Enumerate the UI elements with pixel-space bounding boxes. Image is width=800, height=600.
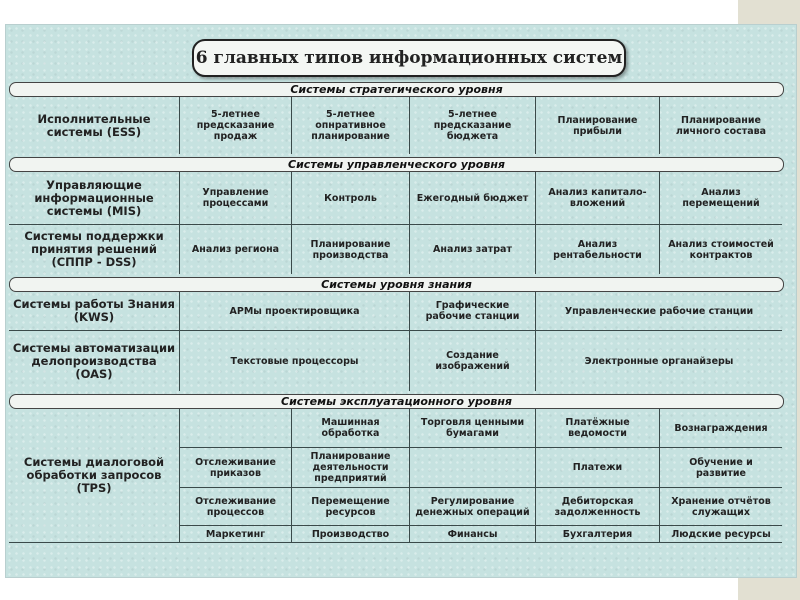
cell-ess-5: Планирование личного состава <box>675 114 767 137</box>
cell-mis-2: Контроль <box>324 192 377 204</box>
cell-tps-r4-3: Финансы <box>447 528 498 540</box>
row-label-kws: Системы работы Знания (KWS) <box>13 297 175 324</box>
cell-tps-r3-3: Регулирование денежных операций <box>415 495 530 518</box>
cell-dss-1: Анализ региона <box>191 244 280 255</box>
cell-kws-1: АРМы проектировщика <box>229 305 360 317</box>
cell-dss-4: Анализ рентабельности <box>553 238 642 261</box>
row-label-oas: Системы автоматизации делопроизводства (OAS) <box>12 340 176 381</box>
band-knowledge: Системы уровня знания <box>9 277 784 292</box>
row-label-mis: Управляющие информационные системы (MIS) <box>34 177 154 218</box>
band-operational: Системы эксплуатационного уровня <box>9 394 784 409</box>
cell-tps-r3-4: Дебиторская задолженность <box>554 495 641 518</box>
cell-tps-r3-2: Перемещение ресурсов <box>311 495 390 518</box>
cell-kws-3: Управленческие рабочие станции <box>564 305 754 317</box>
cell-dss-3: Анализ затрат <box>433 244 512 255</box>
row-label-ess: Исполнительные системы (ESS) <box>37 111 151 139</box>
cell-mis-1: Управление процессами <box>202 187 269 209</box>
cell-tps-r4-4: Бухгалтерия <box>562 528 633 540</box>
cell-ess-2: 5-летнее опнративное планирование <box>311 109 390 142</box>
page-title: 6 главных типов информационных систем <box>192 39 626 77</box>
cell-tps-r1-2: Машинная обработка <box>321 417 380 439</box>
cell-mis-5: Анализ перемещений <box>682 187 760 209</box>
cell-oas-1: Текстовые процессоры <box>230 355 359 367</box>
cell-tps-r4-2: Производство <box>311 528 390 540</box>
cell-tps-r1-4: Платёжные ведомости <box>565 417 630 439</box>
cell-dss-5: Анализ стоимостей контрактов <box>668 238 774 261</box>
cell-tps-r2-4: Платежи <box>572 462 623 473</box>
cell-dss-2: Планирование производства <box>310 238 391 261</box>
row-label-dss: Системы поддержки принятия решений (СППР - DSS) <box>24 229 164 269</box>
cell-tps-r3-5: Хранение отчётов служащих <box>671 495 771 518</box>
cell-tps-r2-1: Отслеживание приказов <box>195 456 276 479</box>
cell-oas-3: Электронные органайзеры <box>584 355 734 367</box>
cell-tps-r2-2: Планирование деятельности предприятий <box>310 451 391 484</box>
cell-tps-r1-5: Вознаграждения <box>674 422 768 434</box>
cell-tps-r4-5: Людские ресурсы <box>671 528 771 540</box>
cell-kws-2: Графические рабочие станции <box>425 300 520 322</box>
cell-tps-r1-3: Торговля ценными бумагами <box>420 417 525 439</box>
cell-tps-r2-5: Обучение и развитие <box>689 456 753 479</box>
cell-mis-3: Ежегодный бюджет <box>416 192 529 204</box>
band-strategic: Системы стратегического уровня <box>9 82 784 97</box>
cell-mis-4: Анализ капитало-вложений <box>548 187 647 209</box>
cell-ess-1: 5-летнее предсказание продаж <box>196 109 275 142</box>
cell-oas-2: Создание изображений <box>435 350 510 372</box>
cell-tps-r4-1: Маркетинг <box>205 528 266 540</box>
cell-ess-4: Планирование прибыли <box>557 114 638 137</box>
cell-tps-r3-1: Отслеживание процессов <box>195 495 276 518</box>
cell-ess-3: 5-летнее предсказание бюджета <box>433 109 512 142</box>
band-management: Системы управленческого уровня <box>9 157 784 172</box>
row-label-tps: Системы диалоговой обработки запросов (TPS) <box>23 455 165 495</box>
grid-line <box>9 542 782 543</box>
